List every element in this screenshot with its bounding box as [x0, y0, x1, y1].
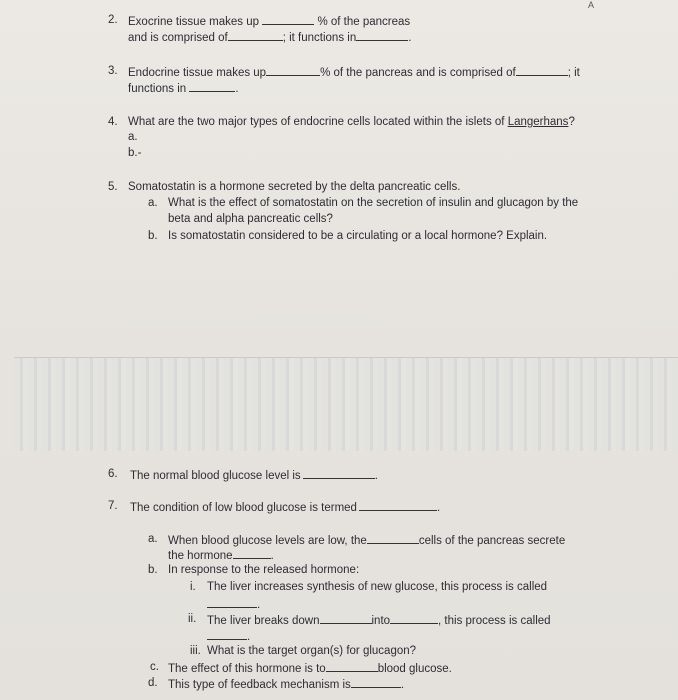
- q5a-line2: beta and alpha pancreatic cells?: [168, 213, 333, 225]
- q7-text: The condition of low blood glucose is termed .: [130, 499, 440, 515]
- q7a-blank-hormone[interactable]: [233, 547, 271, 559]
- q5b-text: Is somatostatin considered to be a circulating or a local hormone? Explain.: [168, 230, 548, 242]
- q7bii-blank-breaks[interactable]: [320, 612, 372, 624]
- q7a-label: a.: [148, 533, 158, 545]
- q4-number: 4.: [108, 116, 118, 128]
- q7d-label: d.: [148, 677, 158, 689]
- q7biii-text: What is the target organ(s) for glucagon?: [207, 645, 417, 657]
- q7bi-text: The liver increases synthesis of new glucose, this process is called: [207, 581, 548, 593]
- corner-mark: A: [588, 0, 595, 10]
- q5a-label: a.: [148, 197, 158, 209]
- q7b-label: b.: [148, 564, 158, 576]
- q2-blank-percent[interactable]: [262, 13, 314, 25]
- q7c-blank[interactable]: [326, 660, 378, 672]
- q5-text: Somatostatin is a hormone secreted by the delta pancreatic cells.: [128, 181, 461, 193]
- q2-blank-function[interactable]: [356, 29, 408, 41]
- q3-number: 3.: [108, 65, 118, 77]
- q3-blank-comprised[interactable]: [516, 64, 568, 76]
- q5b-label: b.: [148, 230, 158, 242]
- q7a-line1: When blood glucose levels are low, the cells of the pancreas secrete: [168, 532, 565, 548]
- q2-number: 2.: [108, 14, 118, 26]
- q7d-blank[interactable]: [351, 676, 401, 688]
- q7b-text: In response to the released hormone:: [168, 564, 360, 576]
- q7bii-text: The liver breaks down into , this process is called: [207, 612, 551, 628]
- q7-blank[interactable]: [359, 499, 437, 511]
- q3-blank-function[interactable]: [189, 80, 235, 92]
- q7bii-label: ii.: [188, 613, 197, 625]
- paper-fold-band: [14, 357, 678, 451]
- q3-line1: Endocrine tissue makes up % of the pancreas and is comprised of ; it: [128, 64, 580, 80]
- q7a-blank-cells[interactable]: [367, 532, 419, 544]
- q7a-line2: the hormone .: [168, 547, 274, 563]
- q5-number: 5.: [108, 181, 118, 193]
- q2-blank-comprised[interactable]: [228, 29, 283, 41]
- q6-blank[interactable]: [303, 467, 375, 479]
- q4-answer-a[interactable]: a.: [128, 131, 138, 143]
- q2-line1: Exocrine tissue makes up % of the pancreas: [128, 13, 410, 29]
- q7c-label: c.: [150, 661, 159, 673]
- q6-number: 6.: [108, 468, 118, 480]
- q4-answer-b[interactable]: b.-: [128, 147, 142, 159]
- q7bi-label: i.: [190, 581, 196, 593]
- q7bii-blank-process[interactable]: [207, 628, 247, 640]
- q7d-text: This type of feedback mechanism is .: [168, 676, 404, 692]
- q7bi-answer: .: [207, 596, 260, 612]
- q7biii-label: iii.: [190, 645, 201, 657]
- q7c-text: The effect of this hormone is to blood glucose.: [168, 660, 452, 676]
- q7bii-blank-into[interactable]: [390, 612, 438, 624]
- q7bi-blank[interactable]: [207, 596, 257, 608]
- q6-text: The normal blood glucose level is .: [130, 467, 378, 483]
- q7bii-answer: .: [207, 628, 250, 644]
- q5a-line1: What is the effect of somatostatin on the secretion of insulin and glucagon by the: [168, 197, 579, 209]
- q2-line2: and is comprised of ; it functions in .: [128, 29, 411, 45]
- q3-line2: functions in .: [128, 80, 239, 96]
- q7-number: 7.: [108, 500, 118, 512]
- q4-text: What are the two major types of endocrine cells located within the islets of Langerhans?: [128, 116, 575, 128]
- q3-blank-percent[interactable]: [266, 64, 320, 76]
